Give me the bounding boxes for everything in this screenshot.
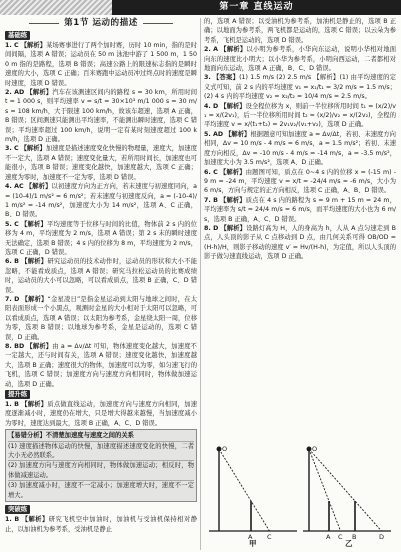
solution-tag: 【解析】 (21, 516, 49, 524)
solution-text: 加速度是描述速度变化快慢的物理量，速度大，加速度不一定大，选项 A 错误；速度变化量大，若所用时间长，加速度也可能很小，选项 B 错误；速度变化越快，加速度越大，选项 C 正确；速度为零时，加速度不一定为零，选项 D 错误。 (5, 145, 197, 181)
answer-number: 5. AD (204, 130, 224, 138)
label-row-breakthrough (5, 504, 197, 515)
answer-number: 8. BD (5, 343, 25, 350)
label-row-advanced (5, 389, 197, 400)
solution-text: 的，选项 A 错误；以受油机为参考系，加油机是静止的，选项 B 正确；以地面为参考系，两飞机都是运动的，选项 C 错误；以云朵为参考系，飞机是运动的，选项 D 错误。 (204, 18, 396, 44)
point-label-c: C (267, 533, 272, 541)
answer-number: 3. C (5, 145, 19, 153)
solution-text: 由题图可知，质点在 0~4 s 内的位移 x = (-15 m) - 9 m = -24 m，平均速度 v = x/t = -24/4 m/s = -6 m/s，大小为 6 m/s，方向与规定的正方向相反，选项 C 正确，A、B、D 错误。 (204, 168, 396, 195)
shadow-figure (205, 443, 395, 547)
label-row-basic (5, 30, 197, 41)
answer-number: 5. C (5, 220, 19, 228)
solution-tag: 【解析】 (26, 343, 53, 350)
solution-tag: 【解析】 (25, 183, 52, 191)
solution-text: 以小明为参考系，小华向东运动，说明小华相对地面向东的速度比小明大；以小华为参考系，小明向西运动，二者都相对地面向东运动，选项 A 正确，B、C、D 错误。 (204, 46, 396, 73)
figure-caption-jia: 甲 (249, 539, 257, 547)
light-ray (309, 449, 382, 531)
answer-number: 1. B (5, 401, 19, 409)
solution-text: 设全程位移为 x，则前一半位移所用时间 t₁ = (x/2)/v₁ = x/(2v₁)，后一半位移所用时间 t₂ = (x/2)/v₂ = x/(2v₂)，全程的平均速度 v = x/(t₁+t₂) = 2v₁v₂/(v₁+v₂)，选项 D 正确。 (204, 102, 396, 129)
solution-tag: 【解析】 (219, 168, 246, 176)
left-column (5, 17, 197, 552)
answer-number: 8. D (204, 224, 219, 232)
answer-item (204, 196, 396, 224)
label-advanced: 提升练 (5, 390, 30, 399)
point-label-a: A (326, 533, 331, 541)
solution-text: 根据题意可知加速度 a = Δv/Δt，若初、末速度方向相同，Δv = 10 m/s - 4 m/s = 6 m/s，a = 1.5 m/s²；若初、末速度方向相反，Δv = -10 m/s - 4 m/s = -14 m/s，a = -3.5 m/s²，加速度大小为 3.5 m/s²，选项 A、D 正确。 (204, 130, 396, 167)
solution-tag: 【解析】 (220, 196, 246, 204)
answer-number: 7. B (204, 196, 218, 204)
answer-item (5, 342, 197, 389)
point-label-o: O (222, 445, 228, 453)
answer-item (5, 400, 197, 428)
error-analysis-title: 【易错分析】不清楚加速度与速度之间的关系 (8, 432, 134, 440)
answer-number: 1. C (5, 42, 19, 49)
solution-tag: 【解析】 (220, 102, 246, 110)
answer-item (204, 224, 396, 262)
solution-tag: 【解析】 (220, 46, 247, 54)
solution-text: 某场赛事进行了两个加时赛，历时 10 min，指的是时间间隔，选项 A 错误；运动员在 50 m 泳池中游了 1 500 m，1 500 m 指的是路程，选项 B 错误；高速公路上的限速标志指的是瞬时速度的大小，选项 C 正确；百米赛跑中运动员冲过终点时的速度是瞬时速度，选项 D 错误。 (5, 42, 197, 87)
answer-item (5, 515, 197, 534)
point-label-o: O (312, 445, 318, 453)
error-analysis-row: (1) 速度描述物体运动的快慢，加速度描述速度变化的快慢，二者大小无必然联系。 (8, 442, 194, 460)
answer-item (5, 88, 197, 144)
right-column (204, 17, 396, 443)
answer-item (5, 220, 197, 258)
solution-text: (1) 1.5 m/s (2) 2.5 m/s 【解析】(1) 由平均速度的定义式可知，前 2 s 内的平均速度 v₁ = x₁/t₁ = 3/2 m/s = 1.5 m/s；(2) 4 s 内的平均速度 v₂ = x₂/t₂ = 10/4 m/s = 2.5 m/s。 (204, 74, 396, 101)
solution-tag: 【解析】 (20, 42, 47, 49)
section-title-text: 第1节 运动的描述 (64, 18, 138, 28)
light-ray (219, 449, 270, 531)
solution-text: 质点做直线运动，加速度方向与速度方向相同，加速度逐渐减小时，速度仍在增大，只是增大得越来越慢，当加速度减小为零时，速度达到最大，选项 B 正确，A、C、D 错误。 (5, 401, 197, 427)
answer-number: 4. D (204, 102, 219, 110)
answer-item (5, 182, 197, 220)
answer-item (5, 257, 197, 295)
solution-tag: 【解析】 (21, 220, 47, 228)
answer-number: 7. D (5, 295, 20, 303)
solution-text: 汽车在该测速区间内的路程 s = 30 km，所用时间 t = 1 000 s，则平均速率 v = s/t = 30×10³ m/1 000 s = 30 m/s = 108 km/h，大于限速 100 km/h，故该车超速，选项 A 正确，B 错误；区间测速只能测出平均速率，不能测出瞬时速度，选项 C 错误；平均速率超过 100 km/h，说明一定有某时刻速度超过 100 km/h，选项 D 正确。 (5, 89, 197, 144)
answer-item (5, 295, 197, 342)
answer-item (204, 168, 396, 196)
solution-text: 平均速度等于位移与时间的比值，物体前 2 s 内的位移为 4 m，平均速度为 2 m/s，选项 A 错误；第 2 s 末的瞬时速度无法确定，选项 B 错误；4 s 内的位移为 8 m，平均速度为 2 m/s，选项 C 正确，D 错误。 (5, 220, 197, 256)
solution-tag: 【解析】 (220, 224, 247, 232)
solution-text: 以初速度方向为正方向，若末速度与初速度同向，a = (10-4)/1 m/s² = 6 m/s²；若末速度与初速度反向，a = (-10-4)/1 m/s² = -14 m/s²，加速度大小为 14 m/s²，选项 A、C 正确，B、D 错误。 (5, 183, 197, 219)
solution-text: 研究运动员的技术动作时，运动员的形状和大小不能忽略，不能看成质点，选项 A 错误；研究马拉松运动员的比赛成绩时，运动员的大小可以忽略，可以看成质点，选项 B 正确，C、D 错误。 (5, 258, 197, 294)
point-label-b: B (352, 533, 357, 541)
point-label-a: A (248, 533, 253, 541)
solution-tag: 【解析】 (26, 89, 53, 97)
header-pattern (0, 0, 124, 15)
chapter-header-bar (112, 0, 401, 15)
solution-text: 由 a = Δv/Δt 可知，物体速度变化越大，加速度不一定越大，还与时间有关，选项 A 错误；速度变化越快，加速度越大，选项 B 正确；速度很大的物体，加速度可以为零，如匀速飞行的飞机，选项 C 错误；加速度方向与速度方向相同时，物体做加速运动，选项 D 正确。 (5, 343, 197, 388)
answer-item (204, 73, 396, 101)
answer-item (5, 144, 197, 182)
solution-text: 质点在 4 s 内的路程为 s = 9 m + 15 m = 24 m，平均速率为 s/t = 24/4 m/s = 6 m/s，而平均速度的大小也为 6 m/s，选项 B 正确，A、C、D 错误。 (204, 196, 396, 223)
label-breakthrough: 突破练 (5, 505, 30, 514)
solution-tag: 【解析】 (21, 295, 48, 303)
error-analysis-row: (2) 加速度方向与速度方向相同时，物体做加速运动；相反时，物体做减速运动。 (8, 462, 194, 479)
answer-item (5, 41, 197, 88)
solution-tag: 【解析】 (20, 145, 46, 153)
solution-tag: 【解析】 (225, 130, 251, 138)
answer-number: 2. AD (5, 89, 25, 97)
label-basic: 基础练 (5, 31, 30, 40)
section-title (5, 17, 197, 30)
light-ray (309, 449, 341, 531)
answer-item (204, 130, 396, 168)
answer-number: 1. B (5, 516, 20, 524)
answer-item (204, 102, 396, 130)
point-label-c: C (338, 533, 343, 541)
error-analysis-box (5, 429, 197, 502)
solution-tag: 【解析】 (21, 258, 48, 266)
figure-caption-yi: 乙 (345, 539, 353, 547)
solution-text: 研究飞机空中加油时，加油机与受油机保持相对静止，以加油机为参考系，受油机是静止 (5, 516, 197, 533)
answer-tag: 【答案】 (213, 74, 240, 82)
answer-item-continuation (204, 17, 396, 45)
answer-number: 4. AC (5, 183, 24, 191)
chapter-title: 第一章 直线运动 (219, 2, 294, 12)
answer-number: 6. B (5, 258, 19, 266)
answer-number: 3. (204, 74, 211, 82)
point-label-d: D (379, 533, 385, 541)
solution-tag: 【解析】 (21, 401, 48, 409)
figure-jia (209, 447, 297, 531)
solution-text: “金星凌日”是指金星运动到太阳与地球之间时，在太阳表面形成一个小黑点，观测时金星的大小相对于太阳可以忽略，可以看成质点，选项 A 错误；以太阳为参考系，金星绕太阳一周，位移为零，选项 B 错误；以地球为参考系，金星是运动的，选项 C 错误，D 正确。 (5, 295, 197, 341)
column-divider (200, 18, 201, 550)
solution-text: 设路灯高为 H，人的身高为 h，人从 A 点匀速走到 B 点，人头顶的影子从 C 点移动到 D 点，由几何关系可得 OB/OD = (H-h)/H，则影子移动的速度 v′ = Hv/(H-h)，为定值，所以人头顶的影子做匀速直线运动，选项 D 正确。 (204, 224, 396, 261)
answer-number: 2. A (204, 46, 219, 54)
figure-yi (303, 447, 391, 531)
answer-item (204, 45, 396, 73)
error-analysis-row: (3) 加速度减小时，速度不一定减小；加速度增大时，速度不一定增大。 (8, 482, 194, 499)
answer-number: 6. C (204, 168, 218, 176)
